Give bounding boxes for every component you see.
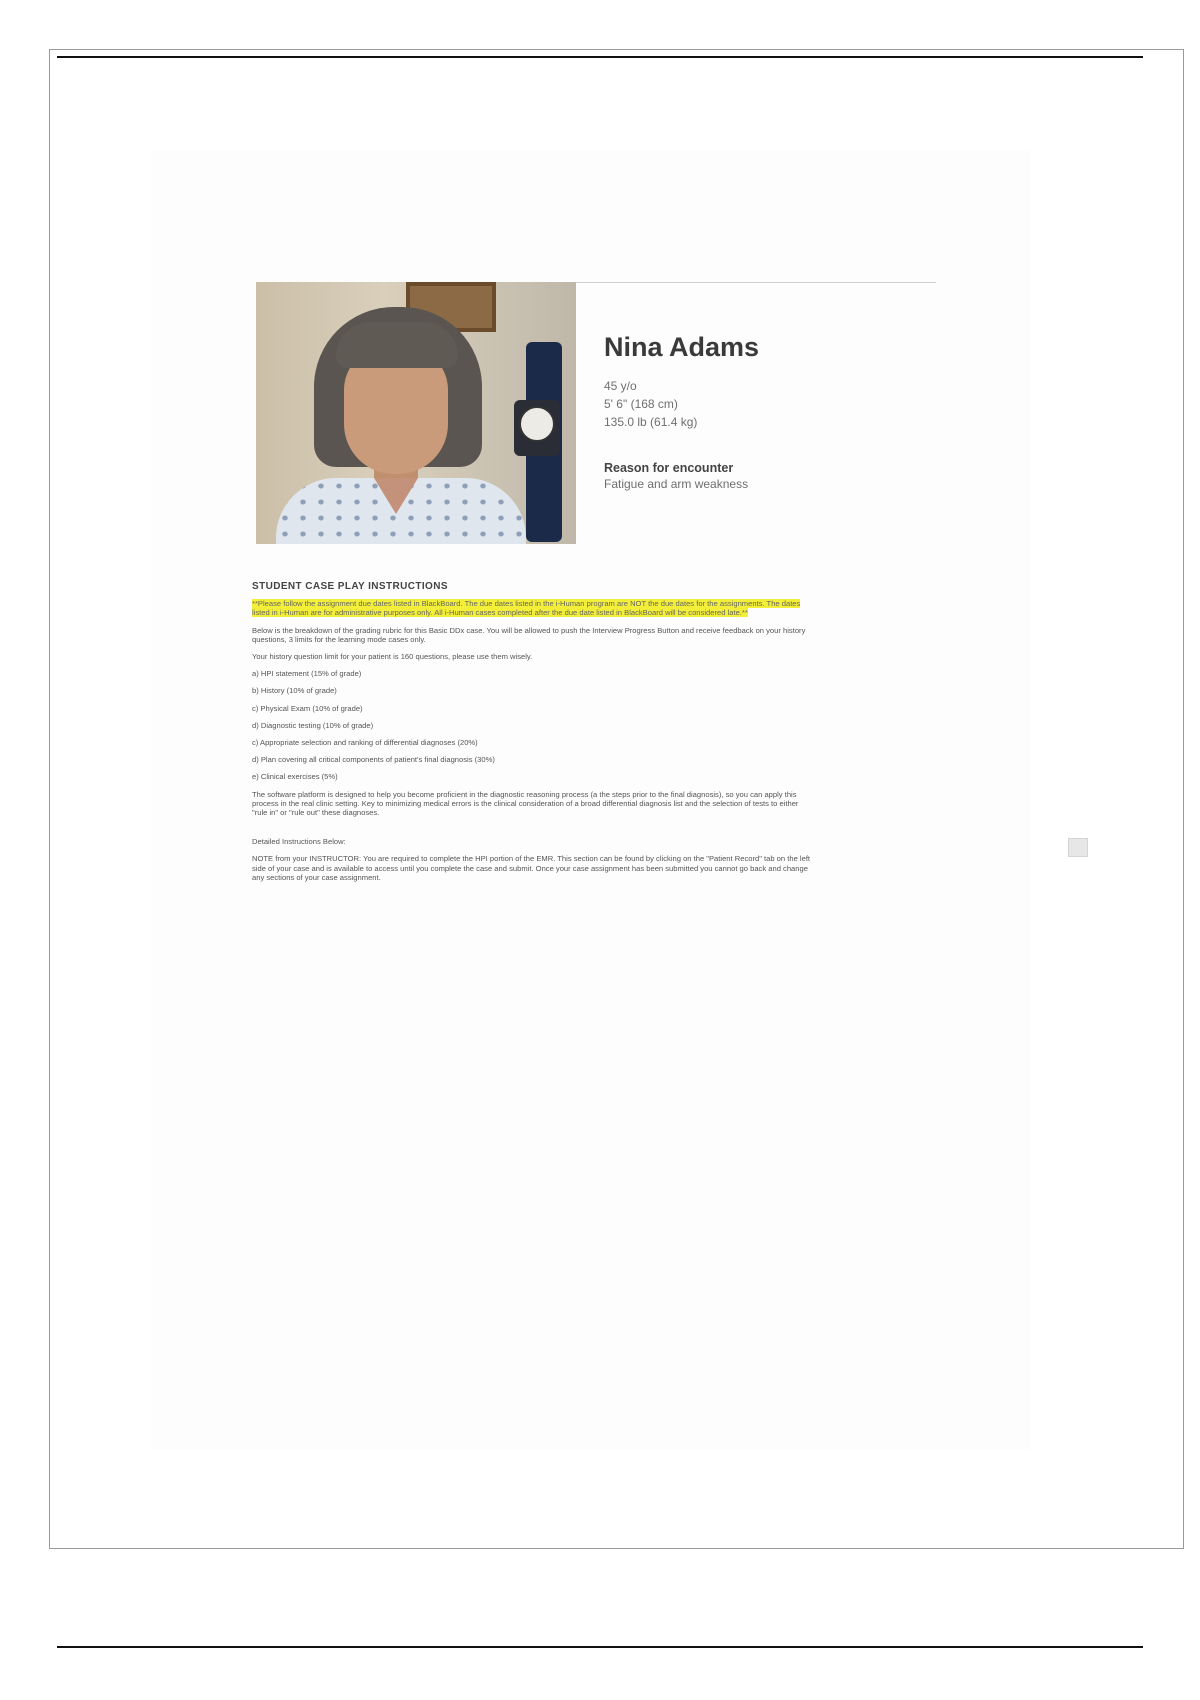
case-instructions	[252, 582, 812, 890]
patient-info	[604, 332, 924, 491]
due-date-notice	[252, 599, 812, 617]
patient-card	[256, 282, 936, 544]
grading-item: a) HPI statement (15% of grade)	[252, 669, 362, 679]
grading-item: b) History (10% of grade)	[252, 686, 337, 696]
page-marker-icon	[1068, 838, 1088, 857]
patient-age: 45 y/o	[604, 379, 637, 393]
question-limit: Your history question limit for your patient is 160 questions, please use them wisely.	[252, 652, 533, 662]
instructor-note: NOTE from your INSTRUCTOR: You are required to complete the HPI portion of the EMR. This section can be found by clicking on the "Patient Record" tab on the left side of your case and is available to access until you complete the case and submit. Once your case assignment has been submitted you cannot go back and change any sections of your case assignment.	[252, 854, 811, 882]
patient-name: Nina Adams	[604, 332, 760, 362]
gauge-face	[519, 406, 555, 442]
gown-neckline	[374, 478, 418, 514]
grading-item: e) Clinical exercises (5%)	[252, 772, 338, 782]
grading-item: c) Appropriate selection and ranking of differential diagnoses (20%)	[252, 738, 478, 748]
patient-weight: 135.0 lb (61.4 kg)	[604, 415, 698, 429]
grading-item: d) Plan covering all critical components of patient's final diagnosis (30%)	[252, 755, 495, 765]
reason-value: Fatigue and arm weakness	[604, 477, 749, 491]
rubric-intro: Below is the breakdown of the grading rubric for this Basic DDx case. You will be allowed to push the Interview Progress Button and receive feedback on your history questions, 3 limits for the learning mode cases only.	[252, 625, 806, 644]
patient-height: 5' 6" (168 cm)	[604, 397, 678, 411]
grading-item: d) Diagnostic testing (10% of grade)	[252, 720, 374, 730]
patient-photo	[256, 282, 576, 544]
highlighted-notice: **Please follow the assignment due dates listed in BlackBoard. The due dates listed in the i-Human program are NOT the due dates for the assignments. The dates listed in i-Human are for administrative purposes only. All i-Human cases completed after the due date listed in BlackBoard will be considered late.**	[252, 599, 801, 618]
spacer	[252, 825, 812, 837]
bottom-rule	[57, 1646, 1143, 1648]
instructions-title: STUDENT CASE PLAY INSTRUCTIONS	[252, 581, 448, 592]
patient-fringe	[336, 322, 458, 368]
reason-label: Reason for encounter	[604, 461, 734, 475]
card-divider	[576, 282, 936, 283]
grading-item: c) Physical Exam (10% of grade)	[252, 703, 363, 713]
platform-note: The software platform is designed to help you become proficient in the diagnostic reasoning process (a the steps prior to the final diagnosis), so you can apply this process in the real clinic setting. Key to minimizing medical errors is the clinical consideration of a broad differential diagnosis list and the selection of tests to either "rule in" or "rule out" these diagnoses.	[252, 789, 799, 818]
detailed-heading: Detailed Instructions Below:	[252, 837, 346, 847]
